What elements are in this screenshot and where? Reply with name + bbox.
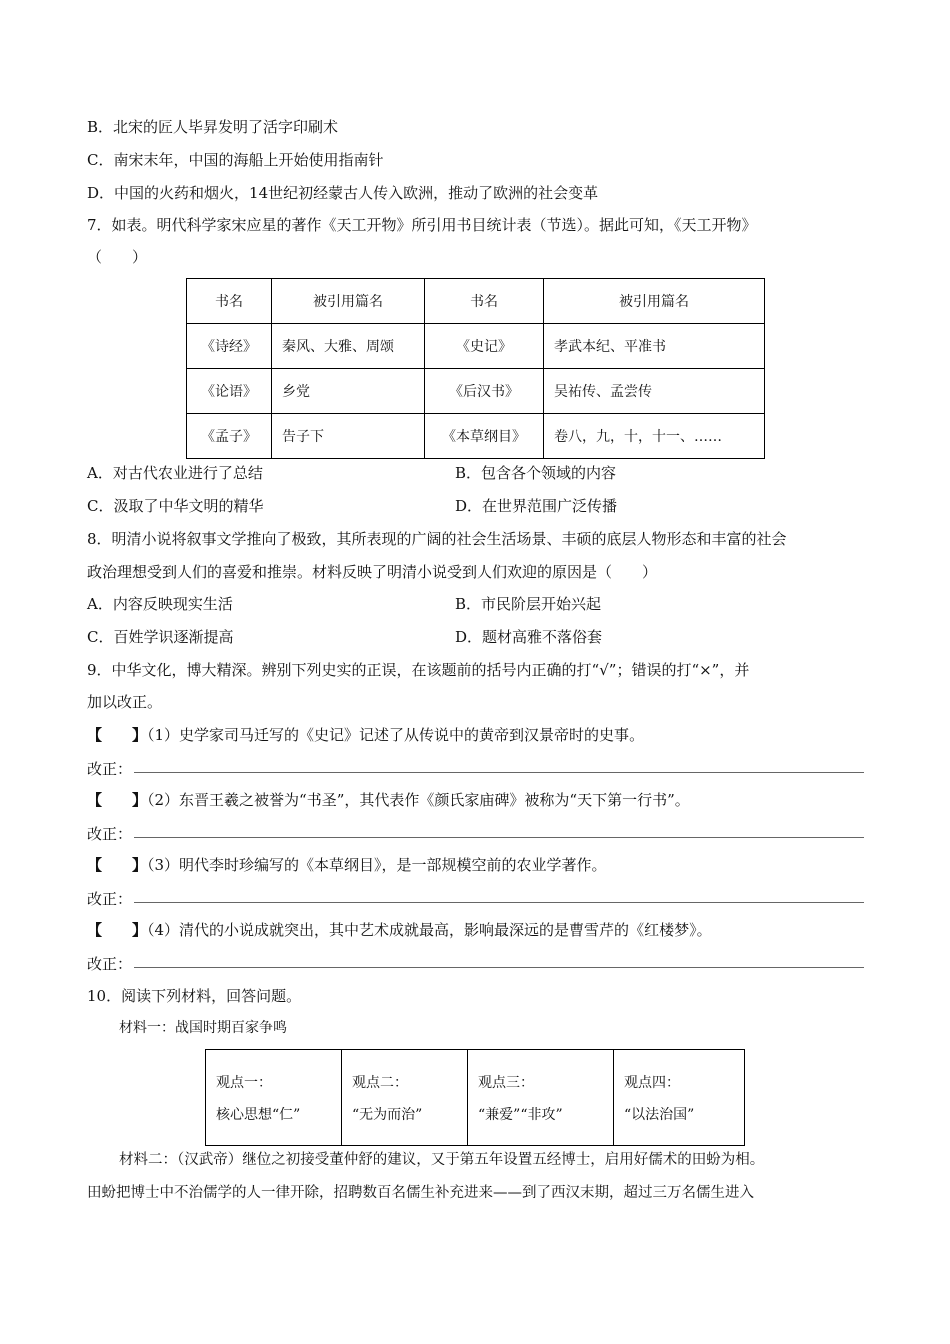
view-cell (342, 1050, 468, 1146)
q9-item-text: （2）东晋王羲之被誉为“书圣”，其代表作《颜氏家庙碑》被称为“天下第一行书”。 (147, 791, 690, 809)
table-row (187, 414, 765, 459)
material2-line1: 材料二：（汉武帝）继位之初接受董仲舒的建议，又于第五年设置五经博士，启用好儒术的田蚡为相。 (119, 1152, 765, 1168)
q7-option-a: A．对古代农业进行了总结 (87, 464, 263, 482)
q8-option-c: C．百姓学识逐渐提高 (87, 628, 234, 646)
view-text: “以法治国” (624, 1106, 695, 1123)
table-cell: 《本草纲目》 (425, 414, 544, 459)
material1-title: 材料一：战国时期百家争鸣 (119, 1020, 287, 1036)
correction-label: 改正： (87, 955, 133, 973)
correction-blank[interactable] (134, 772, 864, 773)
q9-item-text: （4）清代的小说成就突出，其中艺术成就最高，影响最深远的是曹雪芹的《红楼梦》。 (147, 921, 712, 939)
q7-option-b: B．包含各个领域的内容 (455, 464, 617, 482)
view-cell (206, 1050, 342, 1146)
table-header-cell: 书名 (425, 279, 544, 324)
table-cell: 《论语》 (187, 369, 272, 414)
view-label: 观点三： (478, 1074, 534, 1091)
q10-stem: 10．阅读下列材料，回答问题。 (87, 987, 302, 1005)
answer-bracket[interactable]: 【 】 (87, 856, 148, 874)
table-cell: 《史记》 (425, 324, 544, 369)
q7-option-c: C．汲取了中华文明的精华 (87, 497, 264, 515)
view-cell (614, 1050, 745, 1146)
q6-option-c: C．南宋末年，中国的海船上开始使用指南针 (87, 151, 384, 169)
q7-book-table (186, 278, 765, 459)
table-cell: 《后汉书》 (425, 369, 544, 414)
correction-blank[interactable] (134, 902, 864, 903)
q9-item-text: （3）明代李时珍编写的《本草纲目》，是一部规模空前的农业学著作。 (147, 856, 607, 874)
table-cell: 《诗经》 (187, 324, 272, 369)
table-cell: 秦风、大雅、周颂 (272, 324, 425, 369)
table-header-cell: 被引用篇名 (544, 279, 765, 324)
material2-line2: 田蚡把博士中不治儒学的人一律开除，招聘数百名儒生补充进来——到了西汉末期，超过三万名儒生进入 (87, 1185, 754, 1201)
view-text: “兼爱”“非攻” (478, 1106, 563, 1123)
q8-option-b: B．市民阶层开始兴起 (455, 595, 602, 613)
table-cell: 卷八，九，十，十一、…… (544, 414, 765, 459)
view-label: 观点二： (352, 1074, 408, 1091)
view-cell (468, 1050, 614, 1146)
correction-blank[interactable] (134, 837, 864, 838)
view-text: “无为而治” (352, 1106, 423, 1123)
answer-bracket[interactable]: 【 】 (87, 921, 148, 939)
q6-option-d: D．中国的火药和烟火，14世纪初经蒙古人传入欧洲，推动了欧洲的社会变革 (87, 184, 599, 202)
table-cell: 吴祐传、孟尝传 (544, 369, 765, 414)
correction-label: 改正： (87, 760, 133, 778)
table-cell: 孝武本纪、平准书 (544, 324, 765, 369)
q9-item-4 (87, 920, 712, 940)
q7-stem: 7．如表。明代科学家宋应星的著作《天工开物》所引用书目统计表（节选）。据此可知，《天工开物》 (87, 216, 757, 234)
table-header-cell: 被引用篇名 (272, 279, 425, 324)
table-cell: 乡党 (272, 369, 425, 414)
correction-blank[interactable] (134, 967, 864, 968)
q9-item-text: （1）史学家司马迁写的《史记》记述了从传说中的黄帝到汉景帝时的史事。 (147, 726, 645, 744)
material1-views-table (205, 1049, 745, 1146)
table-header-cell: 书名 (187, 279, 272, 324)
answer-bracket[interactable]: 【 】 (87, 791, 148, 809)
view-text: 核心思想“仁” (216, 1106, 301, 1123)
q9-item-2 (87, 790, 690, 810)
q8-stem-line2: 政治理想受到人们的喜爱和推崇。材料反映了明清小说受到人们欢迎的原因是（ ） (87, 563, 658, 581)
q7-option-d: D．在世界范围广泛传播 (455, 497, 618, 515)
q9-item-1 (87, 725, 644, 745)
correction-label: 改正： (87, 890, 133, 908)
q9-stem-line1: 9．中华文化，博大精深。辨别下列史实的正误，在该题前的括号内正确的打“√”；错误的打“×”，并 (87, 661, 750, 679)
view-label: 观点四： (624, 1074, 680, 1091)
table-cell: 《孟子》 (187, 414, 272, 459)
q9-stem-line2: 加以改正。 (87, 693, 163, 711)
q6-option-b: B．北宋的匠人毕昇发明了活字印刷术 (87, 118, 339, 136)
table-row (206, 1050, 745, 1146)
q8-stem-line1: 8．明清小说将叙事文学推向了极致，其所表现的广阔的社会生活场景、丰硕的底层人物形态和丰富的社会 (87, 530, 787, 548)
table-row (187, 324, 765, 369)
answer-bracket[interactable]: 【 】 (87, 726, 148, 744)
q8-option-a: A．内容反映现实生活 (87, 595, 233, 613)
q8-option-d: D．题材高雅不落俗套 (455, 628, 603, 646)
q9-item-3 (87, 855, 607, 875)
correction-label: 改正： (87, 825, 133, 843)
table-row (187, 369, 765, 414)
view-label: 观点一： (216, 1074, 272, 1091)
q7-answer-paren: （ ） (87, 248, 148, 266)
table-header-row (187, 279, 765, 324)
table-cell: 告子下 (272, 414, 425, 459)
